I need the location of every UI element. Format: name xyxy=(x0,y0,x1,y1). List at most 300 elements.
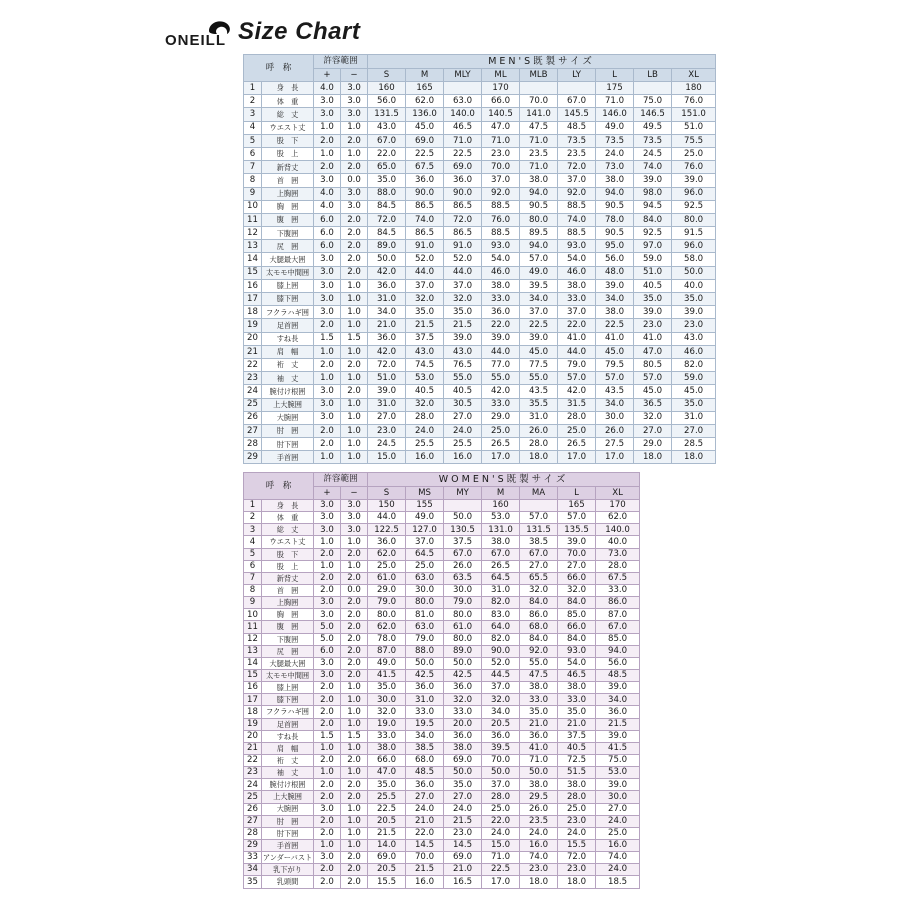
size-value: 28.0 xyxy=(558,411,596,424)
size-value: 37.0 xyxy=(482,174,520,187)
tolerance-plus: 3.0 xyxy=(314,306,341,319)
size-value: 39.5 xyxy=(482,742,520,754)
size-value: 160 xyxy=(368,82,406,95)
measurement-label: 乳下がり xyxy=(262,864,314,876)
size-value: 46.0 xyxy=(558,266,596,279)
size-value: 26.5 xyxy=(482,438,520,451)
row-number: 22 xyxy=(244,754,262,766)
size-value: 90.5 xyxy=(596,200,634,213)
size-value: 73.0 xyxy=(596,161,634,174)
tolerance-minus: 1.0 xyxy=(341,411,368,424)
size-value: 39.0 xyxy=(672,174,716,187)
size-value: 71.0 xyxy=(520,134,558,147)
tolerance-minus: 1.0 xyxy=(341,767,368,779)
size-value: 131.5 xyxy=(368,108,406,121)
size-value: 32.0 xyxy=(482,694,520,706)
tolerance-minus: 1.0 xyxy=(341,536,368,548)
tolerance-plus: 2.0 xyxy=(314,548,341,560)
tolerance-plus: 6.0 xyxy=(314,227,341,240)
size-value: 32.0 xyxy=(406,398,444,411)
size-value xyxy=(444,500,482,512)
tolerance-plus: 1.5 xyxy=(314,730,341,742)
size-value: 33.0 xyxy=(596,584,640,596)
size-value: 22.5 xyxy=(520,319,558,332)
size-value: 49.0 xyxy=(406,512,444,524)
size-value: 98.0 xyxy=(634,187,672,200)
tolerance-plus: 3.0 xyxy=(314,597,341,609)
size-value: 71.0 xyxy=(482,134,520,147)
table-row xyxy=(244,187,716,200)
size-value: 23.0 xyxy=(634,319,672,332)
measurement-label: 大腿最大囲 xyxy=(262,657,314,669)
size-value: 25.5 xyxy=(406,438,444,451)
table-row xyxy=(244,398,716,411)
tolerance-minus: 3.0 xyxy=(341,82,368,95)
size-value: 41.5 xyxy=(596,742,640,754)
size-value: 50.0 xyxy=(444,657,482,669)
row-number: 27 xyxy=(244,815,262,827)
size-value: 33.0 xyxy=(406,706,444,718)
womens-label-header: 呼 称 xyxy=(244,473,314,500)
size-value: 72.0 xyxy=(558,161,596,174)
measurement-label: 身 長 xyxy=(262,500,314,512)
table-row xyxy=(244,560,640,572)
size-value xyxy=(634,82,672,95)
size-value: 72.5 xyxy=(558,754,596,766)
size-value: 39.0 xyxy=(596,682,640,694)
size-value: 57.0 xyxy=(520,512,558,524)
size-value: 21.0 xyxy=(558,718,596,730)
tolerance-minus: 2.0 xyxy=(341,876,368,888)
size-value: 36.0 xyxy=(520,730,558,742)
row-number: 2 xyxy=(244,512,262,524)
size-value: 145.5 xyxy=(558,108,596,121)
measurement-label: ウエスト丈 xyxy=(262,121,314,134)
size-value: 28.0 xyxy=(520,438,558,451)
measurement-label: 身 長 xyxy=(262,82,314,95)
size-value: 35.0 xyxy=(406,306,444,319)
size-value: 75.5 xyxy=(672,134,716,147)
row-number: 20 xyxy=(244,730,262,742)
size-value: 32.0 xyxy=(634,411,672,424)
size-value: 150 xyxy=(368,500,406,512)
size-value: 53.0 xyxy=(596,767,640,779)
size-value: 73.0 xyxy=(596,548,640,560)
size-value: 29.0 xyxy=(482,411,520,424)
women-size-header: MA xyxy=(520,487,558,500)
size-value: 38.0 xyxy=(520,682,558,694)
tolerance-minus: 0.0 xyxy=(341,174,368,187)
size-value: 17.0 xyxy=(596,451,634,464)
size-value: 24.5 xyxy=(368,438,406,451)
tolerance-minus: 2.0 xyxy=(341,548,368,560)
tolerance-plus: 3.0 xyxy=(314,385,341,398)
size-value: 28.0 xyxy=(596,560,640,572)
tolerance-minus: 2.0 xyxy=(341,779,368,791)
size-value: 42.0 xyxy=(368,266,406,279)
size-value: 57.0 xyxy=(634,372,672,385)
tolerance-minus: 1.0 xyxy=(341,839,368,851)
table-row xyxy=(244,803,640,815)
size-value: 31.0 xyxy=(406,694,444,706)
row-number: 25 xyxy=(244,398,262,411)
table-row xyxy=(244,779,640,791)
size-value: 46.0 xyxy=(482,266,520,279)
row-number: 13 xyxy=(244,240,262,253)
size-value: 46.5 xyxy=(558,669,596,681)
size-value: 86.5 xyxy=(406,200,444,213)
size-value: 64.0 xyxy=(482,621,520,633)
men-size-header: L xyxy=(596,69,634,82)
size-value: 33.0 xyxy=(520,694,558,706)
table-row xyxy=(244,524,640,536)
size-value: 79.0 xyxy=(444,597,482,609)
size-value: 94.5 xyxy=(634,200,672,213)
size-value: 78.0 xyxy=(596,213,634,226)
size-value: 84.0 xyxy=(558,633,596,645)
size-value: 35.0 xyxy=(368,174,406,187)
size-value: 27.5 xyxy=(596,438,634,451)
tolerance-plus: 3.0 xyxy=(314,669,341,681)
size-value: 69.0 xyxy=(444,852,482,864)
tolerance-minus: 3.0 xyxy=(341,95,368,108)
size-value: 56.0 xyxy=(596,657,640,669)
size-value: 89.0 xyxy=(368,240,406,253)
tolerance-minus: 2.0 xyxy=(341,385,368,398)
size-value: 18.0 xyxy=(520,876,558,888)
size-value: 87.0 xyxy=(368,645,406,657)
size-value: 44.0 xyxy=(444,266,482,279)
size-value: 90.0 xyxy=(482,645,520,657)
women-size-header: M xyxy=(482,487,520,500)
size-value: 54.0 xyxy=(482,253,520,266)
size-value: 39.0 xyxy=(368,385,406,398)
size-value: 82.0 xyxy=(672,358,716,371)
mens-tolerance-header: 許容範囲 xyxy=(314,55,368,69)
size-value: 55.0 xyxy=(444,372,482,385)
size-value: 90.5 xyxy=(596,227,634,240)
table-row xyxy=(244,279,716,292)
size-value: 80.0 xyxy=(406,597,444,609)
size-value: 43.0 xyxy=(444,345,482,358)
size-value: 54.0 xyxy=(558,657,596,669)
men-size-header: ML xyxy=(482,69,520,82)
size-value: 88.5 xyxy=(558,227,596,240)
size-value: 67.5 xyxy=(596,572,640,584)
row-number: 1 xyxy=(244,500,262,512)
size-value: 37.0 xyxy=(558,174,596,187)
size-value: 44.0 xyxy=(558,345,596,358)
men-size-header: LB xyxy=(634,69,672,82)
size-value: 50.0 xyxy=(444,767,482,779)
row-number: 23 xyxy=(244,767,262,779)
size-value: 37.0 xyxy=(444,279,482,292)
row-number: 16 xyxy=(244,279,262,292)
size-value: 35.0 xyxy=(634,293,672,306)
size-value: 27.0 xyxy=(558,560,596,572)
size-value: 19.0 xyxy=(368,718,406,730)
size-value: 40.5 xyxy=(558,742,596,754)
tolerance-plus: 1.0 xyxy=(314,451,341,464)
size-value: 48.5 xyxy=(558,121,596,134)
size-value: 15.0 xyxy=(482,839,520,851)
size-value: 45.0 xyxy=(634,385,672,398)
row-number: 22 xyxy=(244,358,262,371)
size-value: 44.0 xyxy=(368,512,406,524)
size-value: 74.0 xyxy=(596,852,640,864)
size-value: 22.0 xyxy=(406,827,444,839)
row-number: 8 xyxy=(244,584,262,596)
size-value: 27.0 xyxy=(444,411,482,424)
size-value: 38.0 xyxy=(558,682,596,694)
men-size-header: MLY xyxy=(444,69,482,82)
tolerance-minus: 3.0 xyxy=(341,512,368,524)
tolerance-minus: 2.0 xyxy=(341,253,368,266)
size-value: 80.0 xyxy=(368,609,406,621)
size-value: 151.0 xyxy=(672,108,716,121)
size-value: 41.0 xyxy=(520,742,558,754)
table-row xyxy=(244,227,716,240)
size-value: 43.5 xyxy=(596,385,634,398)
tolerance-plus: 1.0 xyxy=(314,121,341,134)
size-value: 14.5 xyxy=(444,839,482,851)
table-row xyxy=(244,706,640,718)
size-value: 36.0 xyxy=(406,779,444,791)
size-value: 25.0 xyxy=(558,803,596,815)
row-number: 11 xyxy=(244,621,262,633)
size-value: 84.0 xyxy=(558,597,596,609)
size-value: 38.0 xyxy=(444,742,482,754)
size-value: 50.0 xyxy=(368,253,406,266)
size-value: 31.0 xyxy=(482,584,520,596)
tolerance-minus: 2.0 xyxy=(341,791,368,803)
table-row xyxy=(244,791,640,803)
tolerance-minus: 3.0 xyxy=(341,500,368,512)
size-value: 67.0 xyxy=(482,548,520,560)
measurement-label: 大腕囲 xyxy=(262,803,314,815)
size-value: 27.0 xyxy=(596,803,640,815)
size-value: 26.5 xyxy=(482,560,520,572)
size-value: 59.0 xyxy=(672,372,716,385)
size-value: 70.0 xyxy=(482,754,520,766)
measurement-label: 肩 幅 xyxy=(262,742,314,754)
row-number: 18 xyxy=(244,306,262,319)
size-value: 131.0 xyxy=(482,524,520,536)
row-number: 2 xyxy=(244,95,262,108)
tolerance-minus: 1.0 xyxy=(341,827,368,839)
size-value: 170 xyxy=(596,500,640,512)
row-number: 14 xyxy=(244,657,262,669)
size-value: 39.0 xyxy=(634,174,672,187)
size-value: 42.5 xyxy=(444,669,482,681)
measurement-label: 体 重 xyxy=(262,512,314,524)
size-value: 40.0 xyxy=(596,536,640,548)
size-value: 22.5 xyxy=(406,147,444,160)
size-value: 73.5 xyxy=(596,134,634,147)
row-number: 4 xyxy=(244,121,262,134)
tolerance-minus: 1.0 xyxy=(341,345,368,358)
size-value: 93.0 xyxy=(482,240,520,253)
size-value: 96.0 xyxy=(672,187,716,200)
size-value: 30.0 xyxy=(596,791,640,803)
tolerance-plus: 3.0 xyxy=(314,108,341,121)
size-value: 64.5 xyxy=(406,548,444,560)
size-value: 32.0 xyxy=(520,584,558,596)
size-value: 97.0 xyxy=(634,240,672,253)
tolerance-plus: 3.0 xyxy=(314,803,341,815)
size-value: 63.0 xyxy=(406,621,444,633)
size-value: 62.0 xyxy=(596,512,640,524)
table-row xyxy=(244,548,640,560)
table-row xyxy=(244,438,716,451)
measurement-label: 尻 囲 xyxy=(262,240,314,253)
measurement-label: 膝上囲 xyxy=(262,279,314,292)
size-value: 47.0 xyxy=(482,121,520,134)
measurement-label: 肘 囲 xyxy=(262,424,314,437)
size-value: 25.5 xyxy=(368,791,406,803)
mens-group-label: MEN'S既製サイズ xyxy=(368,55,716,69)
row-number: 21 xyxy=(244,742,262,754)
tolerance-minus: 2.0 xyxy=(341,754,368,766)
tolerance-plus: 6.0 xyxy=(314,240,341,253)
size-value: 89.0 xyxy=(444,645,482,657)
size-value: 88.0 xyxy=(406,645,444,657)
table-row xyxy=(244,108,716,121)
size-value: 44.5 xyxy=(482,669,520,681)
tolerance-minus: 1.0 xyxy=(341,694,368,706)
tolerance-minus: 2.0 xyxy=(341,645,368,657)
size-value: 93.0 xyxy=(558,645,596,657)
measurement-label: 肩 幅 xyxy=(262,345,314,358)
size-value: 38.5 xyxy=(520,536,558,548)
measurement-label: 尻 囲 xyxy=(262,645,314,657)
size-value: 58.0 xyxy=(672,253,716,266)
table-row xyxy=(244,657,640,669)
size-value: 32.0 xyxy=(368,706,406,718)
size-value: 92.0 xyxy=(520,645,558,657)
size-value: 55.0 xyxy=(520,657,558,669)
row-number: 21 xyxy=(244,345,262,358)
size-value: 33.0 xyxy=(368,730,406,742)
table-row xyxy=(244,319,716,332)
size-value: 17.0 xyxy=(558,451,596,464)
tolerance-plus: 2.0 xyxy=(314,424,341,437)
size-value: 140.0 xyxy=(596,524,640,536)
size-value: 63.5 xyxy=(444,572,482,584)
size-value: 95.0 xyxy=(596,240,634,253)
table-row xyxy=(244,451,716,464)
size-value: 22.5 xyxy=(368,803,406,815)
tolerance-minus: 1.5 xyxy=(341,332,368,345)
measurement-label: 肘 囲 xyxy=(262,815,314,827)
tolerance-minus: 1.0 xyxy=(341,742,368,754)
table-row xyxy=(244,82,716,95)
size-value: 14.0 xyxy=(368,839,406,851)
tolerance-plus: 1.0 xyxy=(314,839,341,851)
size-value: 27.0 xyxy=(444,791,482,803)
size-value: 19.5 xyxy=(406,718,444,730)
size-value: 32.0 xyxy=(444,293,482,306)
row-number: 14 xyxy=(244,253,262,266)
size-value: 63.0 xyxy=(444,95,482,108)
row-number: 23 xyxy=(244,372,262,385)
size-value: 36.0 xyxy=(444,730,482,742)
size-value: 93.0 xyxy=(558,240,596,253)
size-value: 20.5 xyxy=(482,718,520,730)
size-value: 80.0 xyxy=(444,633,482,645)
measurement-label: 新背丈 xyxy=(262,572,314,584)
size-value: 39.0 xyxy=(596,779,640,791)
measurement-label: フクラハギ囲 xyxy=(262,706,314,718)
size-value: 38.0 xyxy=(482,536,520,548)
size-value: 36.0 xyxy=(596,706,640,718)
size-value: 45.0 xyxy=(596,345,634,358)
size-value: 29.0 xyxy=(368,584,406,596)
size-value: 40.5 xyxy=(634,279,672,292)
size-value: 24.0 xyxy=(596,147,634,160)
size-value: 23.0 xyxy=(444,827,482,839)
table-row xyxy=(244,536,640,548)
measurement-label: 胸 囲 xyxy=(262,200,314,213)
size-value: 27.0 xyxy=(406,791,444,803)
tolerance-plus: 1.0 xyxy=(314,345,341,358)
size-value: 23.0 xyxy=(368,424,406,437)
size-value: 38.0 xyxy=(596,174,634,187)
size-value: 56.0 xyxy=(368,95,406,108)
size-value: 21.0 xyxy=(368,319,406,332)
tolerance-minus: 2.0 xyxy=(341,669,368,681)
size-value: 20.5 xyxy=(368,815,406,827)
size-value: 43.0 xyxy=(672,332,716,345)
measurement-label: 裄 丈 xyxy=(262,754,314,766)
row-number: 26 xyxy=(244,803,262,815)
tolerance-plus: 1.0 xyxy=(314,372,341,385)
size-value: 35.0 xyxy=(444,779,482,791)
size-value: 136.0 xyxy=(406,108,444,121)
measurement-label: 袖 丈 xyxy=(262,372,314,385)
tolerance-plus: 2.0 xyxy=(314,779,341,791)
measurement-label: 袖 丈 xyxy=(262,767,314,779)
size-value: 84.0 xyxy=(520,633,558,645)
size-value: 57.0 xyxy=(558,512,596,524)
size-value: 35.0 xyxy=(520,706,558,718)
tolerance-minus: 2.0 xyxy=(341,227,368,240)
size-value: 80.0 xyxy=(444,609,482,621)
measurement-label: 足首囲 xyxy=(262,718,314,730)
size-value: 49.0 xyxy=(520,266,558,279)
tolerance-plus: 4.0 xyxy=(314,200,341,213)
size-value: 62.0 xyxy=(368,548,406,560)
womens-plus-header: + xyxy=(314,487,341,500)
row-number: 8 xyxy=(244,174,262,187)
size-value: 34.0 xyxy=(482,706,520,718)
size-value: 23.0 xyxy=(672,319,716,332)
size-value: 71.0 xyxy=(520,161,558,174)
table-row xyxy=(244,121,716,134)
size-value: 76.0 xyxy=(672,95,716,108)
size-value: 50.0 xyxy=(672,266,716,279)
size-value: 27.0 xyxy=(672,424,716,437)
tolerance-minus: 3.0 xyxy=(341,200,368,213)
tolerance-plus: 3.0 xyxy=(314,279,341,292)
size-value: 28.0 xyxy=(406,411,444,424)
size-value: 81.0 xyxy=(406,609,444,621)
size-value: 37.5 xyxy=(406,332,444,345)
size-value: 28.5 xyxy=(672,438,716,451)
size-value: 79.0 xyxy=(406,633,444,645)
size-value: 23.0 xyxy=(558,815,596,827)
measurement-label: 上胸囲 xyxy=(262,597,314,609)
